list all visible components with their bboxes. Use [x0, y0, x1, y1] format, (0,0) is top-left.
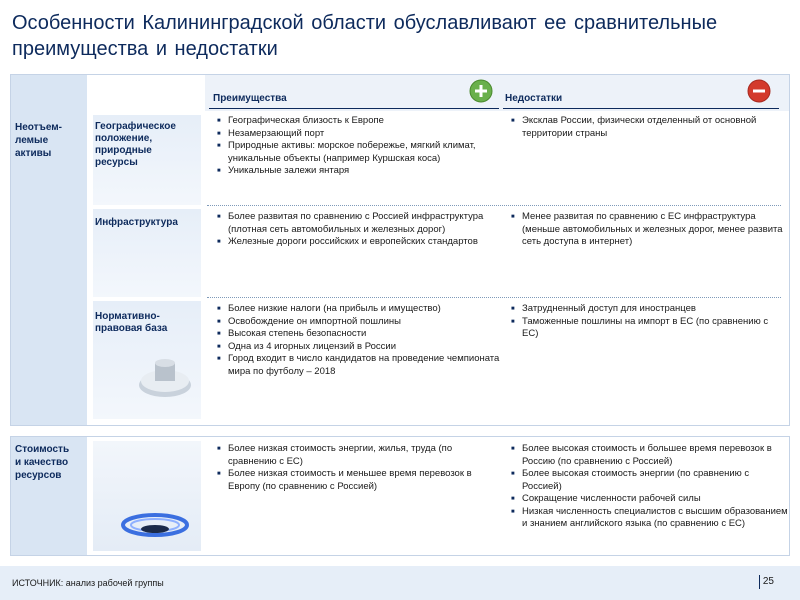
- page-separator: [759, 575, 760, 589]
- advantages-header-underline: [209, 108, 499, 109]
- list-item: ■ Город входит в число кандидатов на проведение чемпионата мира по футболу – 2018: [217, 353, 507, 378]
- list-item: ■ Незамерзающий порт: [217, 128, 501, 141]
- category-legal: Нормативно-правовая база: [95, 311, 168, 334]
- list-item: ■ Таможенные пошлины на импорт в ЕС (по сравнению с ЕС): [511, 316, 787, 341]
- group-label-text: Стоимость и качество ресурсов: [15, 444, 70, 481]
- group-label-text: Неотъем- лемые активы: [15, 122, 62, 159]
- plus-icon: [469, 79, 493, 103]
- header-band: [205, 75, 789, 111]
- advantages-list-infrastructure: [207, 211, 501, 249]
- minus-icon: [747, 79, 771, 103]
- list-item: ■ Более высокая стоимость энергии (по сравнению с Россией): [511, 468, 789, 493]
- disadvantages-list-geography: [501, 115, 787, 140]
- page-title: Особенности Калининградской области обуславливают ее сравнительные преимущества и недостатки: [12, 12, 718, 60]
- group-column: [11, 437, 87, 555]
- list-item: ■ Более низкая стоимость и меньшее время перевозок в Европу (по сравнению с Россией): [217, 468, 501, 493]
- list-item: ■ Одна из 4 игорных лицензий в России: [217, 341, 507, 354]
- list-item: ■ Сокращение численности рабочей силы: [511, 493, 789, 506]
- resources-panel: [10, 436, 790, 556]
- list-item: ■ Природные активы: морское побережье, мягкий климат, уникальные объекты (например Куршская коса): [217, 140, 501, 165]
- advantages-header: Преимущества: [213, 93, 287, 104]
- disadvantages-list-resources: [501, 443, 789, 531]
- disadvantages-header-underline: [503, 108, 779, 109]
- group-label-immovable: [15, 121, 62, 160]
- list-item: ■ Более низкие налоги (на прибыль и имущество): [217, 303, 507, 316]
- list-item: ■ Более низкая стоимость энергии, жилья, труда (по сравнению с ЕС): [217, 443, 501, 468]
- source-note: ИСТОЧНИК: анализ рабочей группы: [12, 578, 164, 588]
- category-infrastructure: Инфраструктура: [95, 217, 178, 228]
- immovable-assets-panel: [10, 74, 790, 426]
- gas-flame-image: [93, 441, 201, 551]
- list-item: ■ Эксклав России, физически отделенный от основной территории страны: [511, 115, 787, 140]
- disadvantages-list-infrastructure: [501, 211, 787, 249]
- gas-burner-icon: [93, 441, 201, 551]
- list-item: ■ Освобождение он импортной пошлины: [217, 316, 507, 329]
- list-item: ■ Затрудненный доступ для иностранцев: [511, 303, 787, 316]
- list-item: ■ Уникальные залежи янтаря: [217, 165, 501, 178]
- list-item: ■ Более развитая по сравнению с Россией инфраструктура (плотная сеть автомобильных и железных дорог): [217, 211, 501, 236]
- row-divider: [207, 205, 781, 206]
- list-item: ■ Менее развитая по сравнению с ЕС инфраструктура (меньше автомобильных и железных дорог, менее развита сеть доступа в интернет): [511, 211, 787, 249]
- page-number: 25: [762, 576, 774, 587]
- advantages-list-legal: [207, 303, 507, 378]
- disadvantages-list-legal: [501, 303, 787, 341]
- list-item: ■ Низкая численность специалистов с высшим образованием и знанием английского языка (по сравнению с ЕС): [511, 506, 789, 531]
- list-item: ■ Более высокая стоимость и большее время перевозок в Россию (по сравнению с Россией): [511, 443, 789, 468]
- row-divider: [207, 297, 781, 298]
- category-geography: Географическое положение, природные ресурсы: [95, 121, 176, 168]
- list-item: ■ Железные дороги российских и европейских стандартов: [217, 236, 501, 249]
- list-item: ■ Высокая степень безопасности: [217, 328, 507, 341]
- disadvantages-header: Недостатки: [505, 93, 563, 104]
- advantages-list-resources: [207, 443, 501, 493]
- group-label-cost: [15, 443, 69, 482]
- list-item: ■ Географическая близость к Европе: [217, 115, 501, 128]
- group-column: [11, 75, 87, 425]
- advantages-list-geography: [207, 115, 501, 178]
